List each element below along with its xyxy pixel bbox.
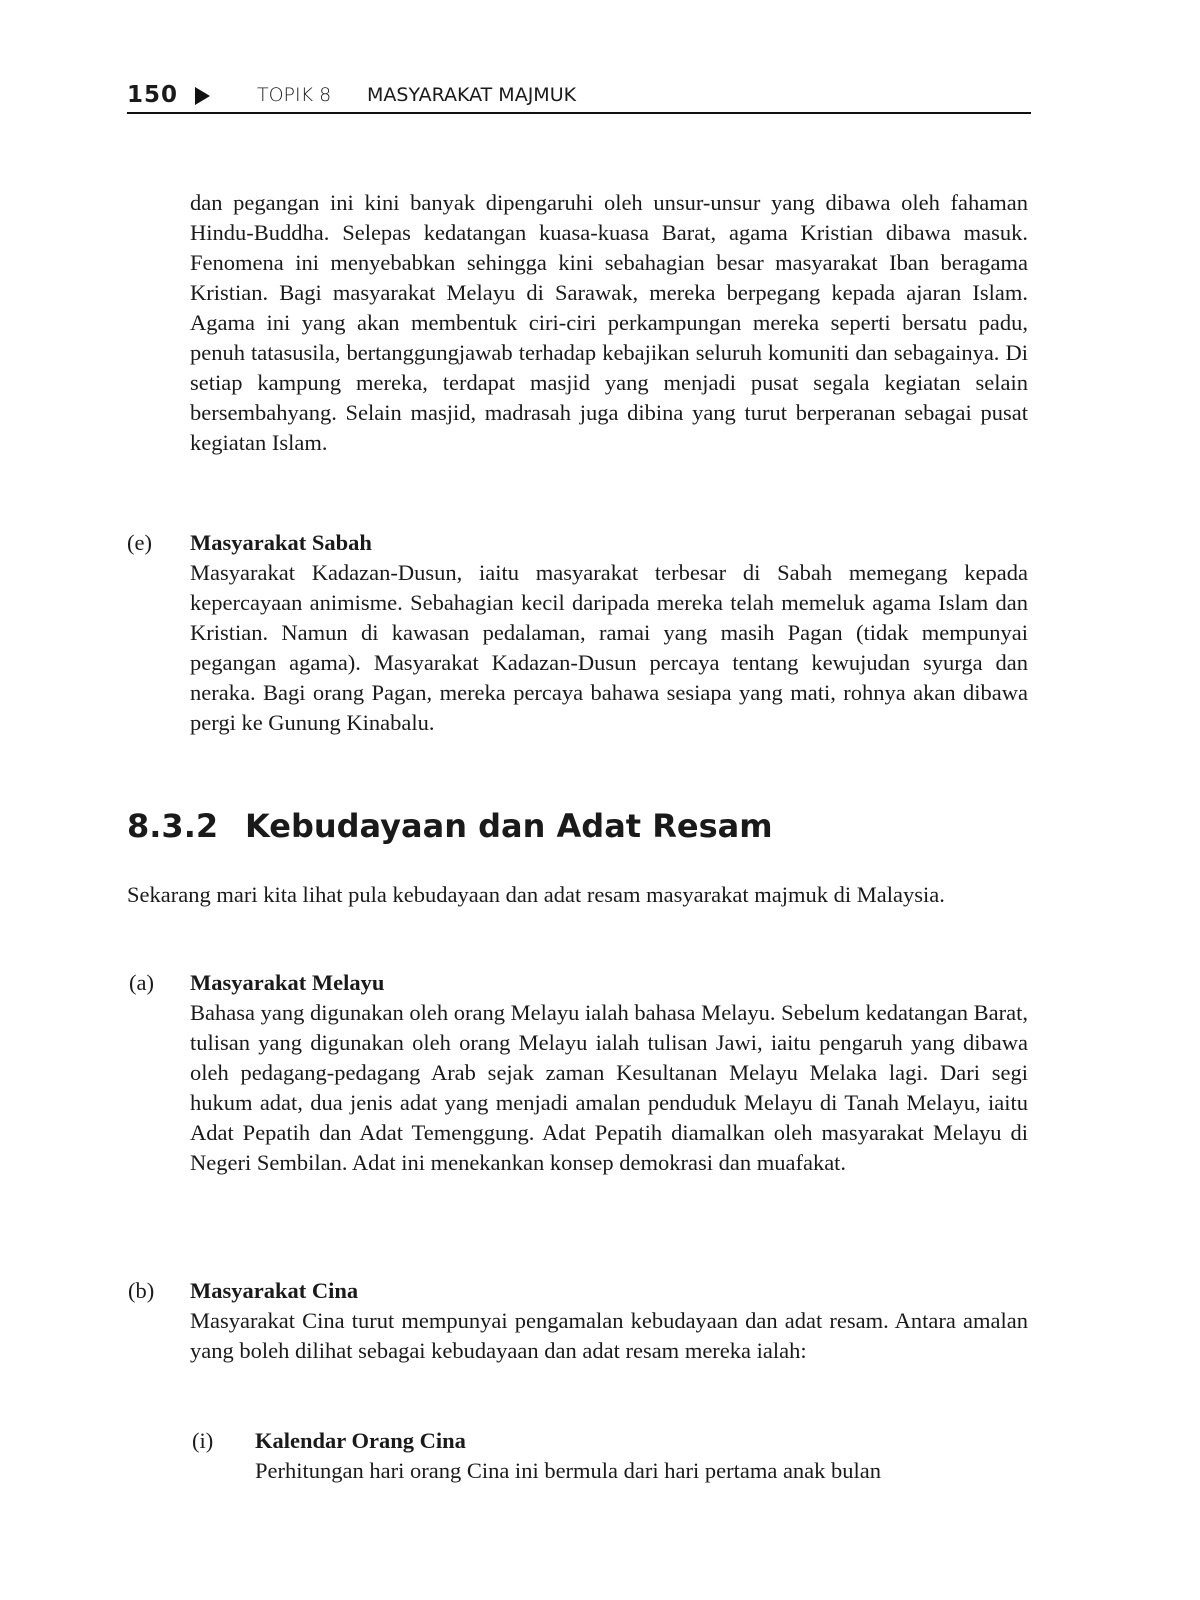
continued-paragraph xyxy=(190,188,1028,458)
item-a-marker: (a) xyxy=(129,970,154,995)
item-b-title: Masyarakat Cina xyxy=(190,1278,359,1303)
item-b-body: Masyarakat Cina turut mempunyai pengamalan kebudayaan dan adat resam. Antara amalan yang boleh dilihat sebagai kebudayaan dan adat resam mereka ialah: xyxy=(190,1308,1028,1363)
subitem-i-title: Kalendar Orang Cina xyxy=(255,1428,466,1453)
item-a-title: Masyarakat Melayu xyxy=(190,970,385,995)
intro-paragraph xyxy=(127,880,1028,910)
arrow-right-icon xyxy=(195,87,210,105)
item-a-body: Bahasa yang digunakan oleh orang Melayu ialah bahasa Melayu. Sebelum kedatangan Barat, tulisan yang digunakan oleh orang Melayu ialah tulisan Jawi, iaitu pengaruh yang dibawa oleh pedagang-pedagang Arab sejak zaman Kesultanan Melayu Melaka lagi. Dari segi hukum adat, dua jenis adat yang menjadi amalan penduduk Melayu di Tanah Melayu, iaitu Adat Pepatih dan Adat Temenggung. Adat Pepatih diamalkan oleh masyarakat Melayu di Negeri Sembilan. Adat ini menekankan konsep demokrasi dan muafakat. xyxy=(190,1000,1028,1175)
intro-paragraph-text: Sekarang mari kita lihat pula kebudayaan dan adat resam masyarakat majmuk di Malaysia. xyxy=(127,882,945,907)
item-a xyxy=(190,968,1028,1178)
subitem-i-marker: (i) xyxy=(192,1428,214,1453)
running-header xyxy=(127,78,1031,114)
topic-title: MASYARAKAT MAJMUK xyxy=(367,84,577,106)
item-e xyxy=(190,528,1028,738)
item-e-body: Masyarakat Kadazan-Dusun, iaitu masyarakat terbesar di Sabah memegang kepada kepercayaan animisme. Sebahagian kecil daripada mereka telah memeluk agama Islam dan Kristian. Namun di kawasan pedalaman, ramai yang masih Pagan (tidak mempunyai pegangan agama). Masyarakat Kadazan-Dusun percaya tentang kewujudan syurga dan neraka. Bagi orang Pagan, mereka percaya bahawa sesiapa yang mati, rohnya akan dibawa pergi ke Gunung Kinabalu. xyxy=(190,560,1028,735)
item-e-title: Masyarakat Sabah xyxy=(190,530,372,555)
item-b xyxy=(190,1276,1028,1366)
item-b-marker: (b) xyxy=(128,1278,155,1303)
item-e-marker: (e) xyxy=(127,530,152,555)
section-heading xyxy=(127,806,773,846)
page-number: 150 xyxy=(127,82,179,108)
continued-paragraph-text: dan pegangan ini kini banyak dipengaruhi oleh unsur-unsur yang dibawa oleh fahaman Hindu-Buddha. Selepas kedatangan kuasa-kuasa Barat, agama Kristian dibawa masuk. Fenomena ini menyebabkan sehingga kini sebahagian besar masyarakat Iban beragama Kristian. Bagi masyarakat Melayu di Sarawak, mereka berpegang kepada ajaran Islam. Agama ini yang akan membentuk ciri-ciri perkampungan mereka seperti bersatu padu, penuh tatasusila, bertanggungjawab terhadap kebajikan seluruh komuniti dan sebagainya. Di setiap kampung mereka, terdapat masjid yang menjadi pusat segala kegiatan selain bersembahyang. Selain masjid, madrasah juga dibina yang turut berperanan sebagai pusat kegiatan Islam. xyxy=(190,190,1028,455)
section-number: 8.3.2 xyxy=(127,807,219,845)
subitem-i-body: Perhitungan hari orang Cina ini bermula dari hari pertama anak bulan xyxy=(255,1458,882,1483)
section-title: Kebudayaan dan Adat Resam xyxy=(245,807,773,845)
subitem-i xyxy=(255,1426,1028,1486)
topic-label: TOPIK 8 xyxy=(257,84,332,106)
